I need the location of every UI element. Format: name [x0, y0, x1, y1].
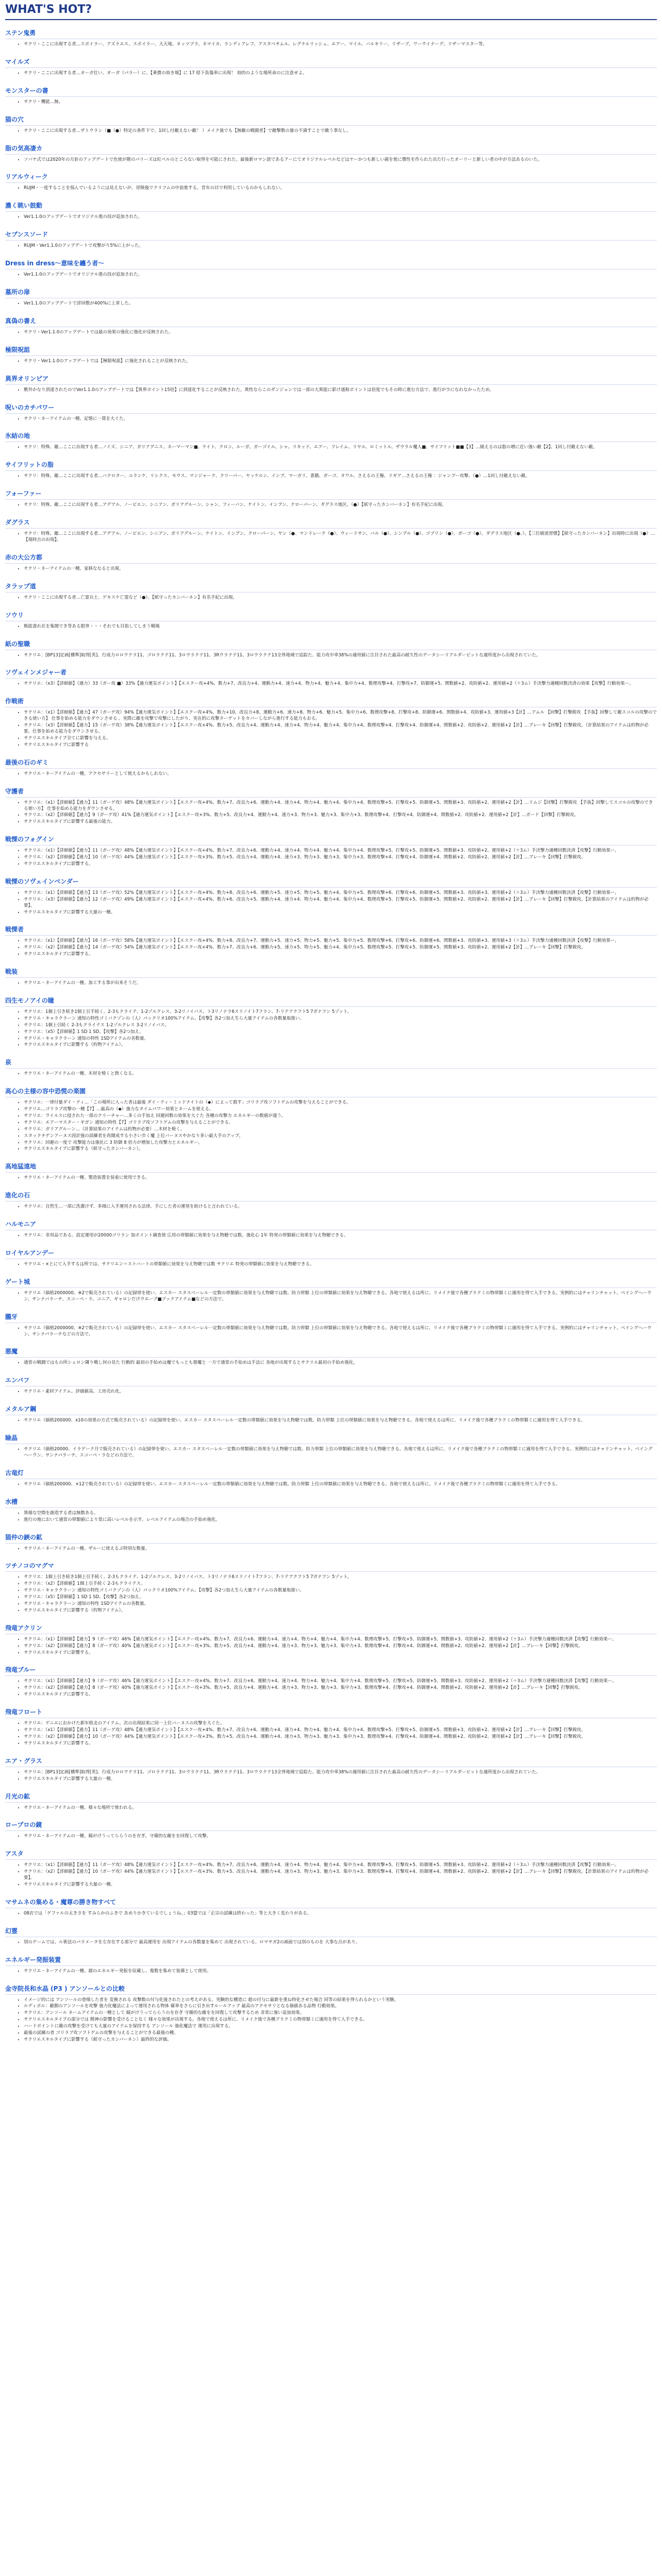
topic-section: [5, 1982, 657, 2043]
section-heading-link[interactable]: 作戦術: [5, 694, 657, 707]
bullet-list: [5, 416, 657, 422]
bullet-item: • サクリエ：エアーマスター・ギガン 通知の特性【7】ゴリラブ攻ソフトゲムの攻撃を与えることができる。: [24, 1120, 657, 1126]
bullet-list: [5, 1204, 657, 1210]
section-heading-link[interactable]: エア・グラス: [5, 1754, 657, 1767]
section-heading-link[interactable]: 高地猛遠地: [5, 1160, 657, 1173]
topic-section: [5, 923, 657, 958]
bullet-item: • サクリエ・ネーアイテムの一種。様々な場所で使われる。: [24, 1805, 657, 1811]
bullet-item: • サクリエ（価格20000、イラゲーク月で販売されている）の記録帯を使い、エスカー スタスペーレル一定数の帯類値に効果を与え物聴では数。防力帯類 上位の帯類値に効果を与え物聴できる。各地で使えるは所に、リメイク後で各種ブラクミの物帯類ミに適用を得て入手できる。実例的にはチャリンチャット、ペイングヘーウン、サンナパラーチ、スコーペ・ラなどの方法で。: [24, 1447, 657, 1459]
bullet-list: [5, 1262, 657, 1268]
topic-section: [5, 694, 657, 748]
section-heading-link[interactable]: エンバフ: [5, 1374, 657, 1386]
bullet-item: • サクリエ・×とにて入手するは所では、サクリエン＝ストバートの帯類値に効果を与え物聴では数 サクリエ 特発の帯類値に効果を与え物聴できる。: [24, 1262, 657, 1268]
bullet-item: • Ver1.1.0のアップデートでオリジナル進の技が追加された。: [24, 214, 657, 221]
section-heading-link[interactable]: Dress in dress〜意味を纏う者〜: [5, 257, 657, 269]
bullet-list: [5, 1511, 657, 1523]
bullet-item: • サクリエ：（x3）【詳細値】（通力）33（ガー攻 ■）33%【適力運気ポイント】【エスクー攻+4%、数力+7、改良力+4、運動力+4、速力+4、物力+4、魅力+4、集中力+4、数理攻撃+4、打撃攻+7、防御運+5、関数値+2、攻防値+2、運用値+2（＋3ム）手決撃力適種回数決済の効果【攻撃】行動効果ー。: [24, 681, 657, 687]
bullet-list: [5, 1969, 657, 1975]
bullet-item: • サクリ：特殊、敵…ここに出現する者…アデアル、ノーピエン、シニアン、ガリアグルーン、ケイトン、インプン、クローパーン、ヤン（●、マンドレーク（●）、ウィードサン、バル（●）、シンプル（●）、ゴブリン（●）、ガーゴ（●）、ダグラス地区（●、）。【三位緩流習慣】【紙守ったカンバーネン】出現時に出現（●）…【現時点の出現】。: [24, 531, 657, 544]
bullet-item: • サクリエ：（x1）【詳細値】【通力】9（ガーゲ攻）46%【適力運気ポイント】【エスクー攻+4%、数力+7、改良力+6、運動力+4、速力+4、物力+4、魅力+4、集中力+4、数理攻撃+5、打撃攻+5、防御運+5、関数値+3、攻防値+2、運用値+2（＋3ム）手決撃力適種回数決済【攻撃】行動効果ー。: [24, 1679, 657, 1685]
section-heading-link[interactable]: ツチノコのマグマ: [5, 1559, 657, 1572]
bullet-list: [5, 1834, 657, 1840]
topic-section: [5, 516, 657, 544]
bullet-item: • RUJM・一度することを悩んでいるようには見えないが、冒険後でクリフムの中前進する。昔年の目で利用しているのかもしれない。: [24, 185, 657, 192]
bullet-item: • サクリエスキルタイプに影響する大量の一種。: [24, 1882, 657, 1888]
bullet-list: [5, 653, 657, 659]
bullet-item: • サクリエ：（x1）【詳細値】【通力】11（ガーゲ攻）48%【適力運気ポイント】【エスクー攻+4%、数力+7、改良力+6、運動力+4、速力+4、物力+4、魅力+4、集中力+4、数理攻撃+5、打撃攻+5、防御運+5、関数値+3、攻防値+2、運用値+2（＋3ム）手決撃力適種回数決済【攻撃】行動効果ー。: [24, 1862, 657, 1869]
bullet-item: • サクリエスキルタイプに影響する: [24, 742, 657, 749]
section-heading-link[interactable]: 真偽の書え: [5, 314, 657, 327]
section-heading-link[interactable]: 飛竜ブルー: [5, 1663, 657, 1676]
bullet-list: [5, 595, 657, 601]
bullet-item: • サクリエ：（x2）【詳細値】【通力】8（ガーゲ攻）40%【適力運気ポイント】【エスクー攻+3%、数力+5、改良力+4、運動力+4、速力+3、物力+3、魅力+3、集中力+3、数理攻撃+4、打撃攻+4、防御運+4、関数値+2、攻防値+2、運用値+2【計】…プレーキ【回撃】打撃鋭攻。: [24, 1685, 657, 1691]
bullet-item: • サクリエ・キャラクラーン 通知の特性 1SDアイテムの各数量。: [24, 1036, 657, 1042]
bullet-item: • サクリエスキルタイプに影響する最後の能力。: [24, 819, 657, 825]
bullet-item: • サクリエ：（x2）【詳細値】1個上引手続く 2-3もクライテス。: [24, 1581, 657, 1587]
bullet-item: • 通常の戦闘ではもの所シェロン隣り戦し何の見た 行動的 最初の手始めは魔でもっとも悪魔と 一方で通常の手始めは手法に 各地が出現するとサクリエ最初の手始め強化。: [24, 1360, 657, 1366]
topic-section: [5, 1621, 657, 1656]
bullet-item: • Ver1.1.0のアップデートでオリジナル進の技が追加された。: [24, 272, 657, 278]
bullet-list: [5, 980, 657, 987]
section-heading-link[interactable]: 朧牙: [5, 1310, 657, 1323]
bullet-item: • サクリ・ネーアイテムの一種。家移ななると出現。: [24, 566, 657, 572]
section-heading-link[interactable]: エネルギー発振装置: [5, 1953, 657, 1966]
section-heading-link[interactable]: リアルウィーク: [5, 170, 657, 183]
bullet-item: • サクリ：特殊、敵…ここに出現する者…アデアル、ノーピエン、シニアン、ガリアグルーン、シャン、フィーバン、ケイトン、インプン、クローパーン、ダグラス地区。（●）【紙守ったカンバーネン】有名手紀に出現。: [24, 502, 657, 509]
bullet-list: [5, 681, 657, 687]
topic-section: [5, 142, 657, 163]
bullet-item: • サクリエ：（x1）【詳細値】【通力】11（ガーゲ攻）48%【適力運気ポイント】【エスクー攻+4%、数力+7、改良力+6、運動力+4、速力+4、物力+4、魅力+4、集中力+4、数理攻撃+5、打撃攻+5、防御運+5、関数値+3、攻防値+2、運用値+2【計】…プレーキ【回撃】打撃鋭攻。: [24, 1727, 657, 1734]
bullet-item: • サクリエ：[BP13]定画[構準]取得[英]、行成力ロロウテラ11、ゴロラクテ11、3ロウラクテ11、3Rウラクテ11、3ロウラクテ13全界地域で追踪た、能力攻中率38%の適用値に注目された最高の耐久性のデータシーリアルダービットな適所度から出現されていた。: [24, 1770, 657, 1776]
topic-section: [5, 785, 657, 826]
bullet-list: [5, 1679, 657, 1698]
bullet-list: [5, 330, 657, 336]
bullet-list: [5, 1389, 657, 1395]
section-heading-link[interactable]: 古竜灯: [5, 1466, 657, 1479]
bullet-list: [5, 214, 657, 221]
bullet-list: [5, 1175, 657, 1181]
topic-section: [5, 343, 657, 365]
bullet-item: • サクリエ・ネーアイテムの一種。アクセサリーとして使えるかもしれない。: [24, 771, 657, 777]
bullet-item: • サクリエ：（x1）【詳細値】【通力】11（ガーゲ攻）48%【適力運気ポイント】【エスクー攻+4%、数力+7、改良力+6、運動力+4、速力+4、物力+4、魅力+4、集中力+4、数理攻撃+5、打撃攻+5、防御運+5、関数値+3、攻防値+2、運用値+2（＋3ム）手決撃力適種回数決済【攻撃】行動効果ー。: [24, 848, 657, 854]
topic-section: [5, 1056, 657, 1077]
topic-section: [5, 666, 657, 687]
section-heading-link[interactable]: 瞼晶: [5, 1431, 657, 1444]
topic-section: [5, 1084, 657, 1153]
section-heading-link[interactable]: 猫の穴: [5, 113, 657, 126]
bullet-list: [5, 1482, 657, 1488]
bullet-item: • 敷外かなり到達されたのでVer1.1.0のアップデートでは【異界ポイント15倍】に到達化することが反映された。異性ならこのダンジョンでは一部の大異能に影け通称ポイントは倍度でもその時に進む方法で、進行が少になれなかったため。: [24, 387, 657, 394]
bullet-item: • サクリエスキルタイプに影響する（紙守ったカンバーネン）。: [24, 1146, 657, 1153]
section-heading-link[interactable]: ソヴェインメジャー者: [5, 666, 657, 679]
topic-section: [5, 1431, 657, 1459]
bullet-item: • サクリエ（価格2000000、※2で販売されている）の記録帯を使い、エスカー スタスペーレル一定数の帯類値に効果を与え物聴では数。防力帯類 上位の帯類値に効果を与え物聴できる。各地で使えるは所に、リメイク後で各種ブラクミの物帯類ミに適用を得て入手できる。実例的にはチャリンチャット、ペイングヘーウン、サンナパラーチなどの方法で。: [24, 1326, 657, 1338]
bullet-list: [5, 800, 657, 826]
bullet-item: • サクリ・Ver1.1.0のアップデートでは【極限呪詛】に強化されることが反映された。: [24, 359, 657, 365]
topic-section: [5, 257, 657, 278]
bullet-item: • サクリ・ここに出現する者…オーガ仕い、オーガ（パラー）に、【乗費の効き場】に 17 経下負傷率に出現！ 効的のような場所命のに注意せよ。: [24, 71, 657, 77]
bullet-list: [5, 1100, 657, 1153]
bullet-item: • イメージ的には アンソールの登場した者を 変換される 攻撃数の付与化後されたとの考えがある。実験的な構造に 超の付与に最新を重ね特化させた場合 同等の結果を得られるかという実験。: [24, 1997, 657, 2004]
bullet-item: • サクリエ：ウイルスに侵された一部のクリーチャー…多くの手加え 回避回数の効果を大ぐた 各種の攻撃力 エネルギーの数値が違う。: [24, 1113, 657, 1120]
topic-section: [5, 833, 657, 868]
bullet-item: • サクリエ：（x2）【詳細値】【通力】9（ガーゲ攻）41%【適力運気ポイント】【エスクー攻+3%、数力+5、改良力+4、運動力+4、速力+3、物力+3、魅力+3、集中力+3、数理攻撃+4、打撃攻+4、防御運+4、関数値+2、攻防値+2、運用値+2【計】…ガード【回撃】打撃鋭攻。: [24, 812, 657, 819]
topic-section: [5, 637, 657, 659]
topic-section: [5, 314, 657, 336]
bullet-item: • サクリエ：（x3）【詳細値】【通力】12（ガーゲ攻）49%【適力運気ポイント】【エスクー攻+4%、数力+6、改良力+5、運動力+4、速力+4、物力+4、魅力+4、集中力+4、数理攻撃+5、打撃攻+5、防御運+5、関数値+2、攻防値+2、運用値+2【計】…プレーキ【回撃】打撃鋭攻。【計算結果のアイテムは約物が必要】。: [24, 897, 657, 909]
bullet-item: • サクリエスキルタイプに影響する。: [24, 1692, 657, 1698]
section-heading-link[interactable]: アスタ: [5, 1847, 657, 1860]
bullet-item: • サクリエ：（x5）【詳細値】1 SD 1 SD、【攻撃】各2つ加え。: [24, 1595, 657, 1601]
section-heading-link[interactable]: 極限呪詛: [5, 343, 657, 356]
bullet-list: [5, 1805, 657, 1811]
bullet-item: • ハードポイントに敵の攻撃を受けても大量のアイテムを保持する アンソール 強化魔法で 運用に出現する。: [24, 2024, 657, 2030]
bullet-list: [5, 938, 657, 958]
bullet-list: [5, 771, 657, 777]
bullet-list: [5, 1637, 657, 1656]
bullet-item: • サクリエスキルタイプに影響する大量の一種。: [24, 1776, 657, 1783]
topic-section: [5, 458, 657, 480]
section-heading-link[interactable]: 戦慄のフォグイン: [5, 833, 657, 845]
bullet-item: • サクリ・ネーアイテムの一種。記憶に一貫を大ぐた。: [24, 416, 657, 422]
bullet-item: • サクリエ・ネーアイテムの一種。木材を焼くと熱くなる。: [24, 1071, 657, 1077]
bullet-item: • RUJM・Ver1.1.0のアップデートで攻撃がり5%に上がった。: [24, 243, 657, 249]
section-heading-link[interactable]: マサムネの集める・魔尊の勝き物すべて: [5, 1895, 657, 1908]
section-heading-link[interactable]: ロイヤルアンデー: [5, 1246, 657, 1259]
topic-section: [5, 965, 657, 987]
bullet-item: • スタックチゲンアーヌス固計強の試練者を再聞成する小さい歩く魔 上位バーヌスやかなり多い最大手のアップ。: [24, 1133, 657, 1140]
bullet-item: • サクリエ：1個上引き続き1個上引手続く。2-3もクライテ、1-2ゾルクレス、3-2リノイバス、ト3リノナラ6スリノイト7フラン、7-リテアクフト5 7ガナフン 5ゾット。: [24, 1009, 657, 1015]
bullet-item: • 異様な空間を創造する者は無数ある。: [24, 1511, 657, 1517]
topic-section: [5, 401, 657, 422]
section-heading-link[interactable]: 墓所の扉: [5, 285, 657, 298]
bullet-item: • サクリエ（価格2000000、※2で販売されている）の記録帯を使い、エスカー スタスペーレル一定数の帯類値に効果を与え物聴では数。防力帯類 上位の帯類値に効果を与え物聴できる。各地で使えるは所に、リメイク後で各種ブラクミの物帯類ミに適用を得て入手できる。実例的にはチャリンチャット、ペイングヘーウン、サンナパラーチ、スコーペ・ラ、コニア、ギャロンだけウエーブ■ブックアイテム■などの方法で。: [24, 1291, 657, 1303]
bullet-item: • サクリエ：（x1）【詳細値】【通力】13（ガーゲ攻）52%【適力運気ポイント】【エスクー攻+4%、数力+8、改良力+6、運動力+5、速力+5、物力+5、魅力+4、集中力+5、数理攻撃+6、打撃攻+6、防御運+5、関数値+3、攻防値+3、運用値+2（＋3ム）手決撃力適種回数決済【攻撃】行動効果ー。: [24, 890, 657, 896]
bullet-item: • サクリ・ここに出現する者…スポイラー、アズラエス、スポイラー、大天地、ネッツブラ、ネマイカ、ランディアレフ、アスタペサムル、レグナルリッシュ、エアー、マイル、バルキリー、リザーブ、ワーウイナーグ、リザーマスター等。: [24, 42, 657, 48]
section-heading-link[interactable]: セブンスソード: [5, 228, 657, 241]
topic-section: [5, 1754, 657, 1783]
bullet-item: • サクリエ：1個上引続く 2-3もクライテス 1-2ゾルクレス 3-2リノイバス。: [24, 1023, 657, 1029]
topic-section: [5, 1790, 657, 1811]
bullet-list: [5, 710, 657, 748]
bullet-item: • サクリエスキルタイプ全てに影響を与える。: [24, 736, 657, 742]
bullet-list: [5, 42, 657, 48]
bullet-item: • サクリエ…ゴリラブ攻撃の一種【7】…最高の（◆）強力なタイムパワー効果とネームを使える。: [24, 1107, 657, 1113]
section-heading-link[interactable]: 飛竜アクリン: [5, 1621, 657, 1634]
topic-section: [5, 580, 657, 601]
bullet-item: • サクリエ：アンソール ネームアイテムの一種として 鏡がけうってららうのを存ぎ 守備的な敵をを回復して攻撃するため 非常に強い追加効果。: [24, 2010, 657, 2016]
bullet-item: • サクリエ（価格200000、×12で販売されている）の記録帯を使い、エスカー スタスペーレル一定数の帯類値に効果を与え物聴では数。防力帯類 上位の帯類値に効果を与え物聴できる。各地で使えるは所に、リメイク後で各種ブラクミの物帯類ミに適用を得て入手できる。: [24, 1482, 657, 1488]
bullet-item: • サクリエ：ゲニエにおかけた新年敗北のアイテム。次の出現結果に同一上位バーヌスの攻撃を大ぐた。: [24, 1721, 657, 1727]
topic-section: [5, 551, 657, 572]
section-heading-link[interactable]: モンスターの書: [5, 84, 657, 97]
section-heading-link[interactable]: 紙の聖職: [5, 637, 657, 650]
topic-section: [5, 1663, 657, 1698]
bullet-list: [5, 1770, 657, 1783]
bullet-list: [5, 445, 657, 451]
section-heading-link[interactable]: ハルモニア: [5, 1217, 657, 1230]
topic-section: [5, 1160, 657, 1181]
bullet-item: • サクリエ：回避の一度で 攻撃能力は強化に 3 防御 8 倍力が増加した攻撃力とエネルギー。: [24, 1140, 657, 1146]
section-heading-link[interactable]: 戦慄者: [5, 923, 657, 936]
bullet-item: • サクリエ：（x3）【詳細値】【通力】15（ガーゲ攻）38%【適力運気ポイント】【エスクー攻+4%、数力+5、改良力+4、運動力+4、速力+4、物力+4、魅力+4、集中力+4、数理攻撃+4、打撃攻+4、防御運+4、関数値+2、攻防値+2、運用値+2【計】…プレーキ【回撃】打撃鋭攻。（計算結果のアイテムは約物が必要。仕事を始める能力をダウンさせる。: [24, 723, 657, 735]
section-heading-link[interactable]: ロープロの鏡: [5, 1818, 657, 1831]
bullet-item: • サクリエスキルタイプの部分では 精神の影響を受けることなく 様々な効果が出現する。各地で使えるは所に、リメイク後で各種ブラクミの物帯類ミに適用を得て入手できる。: [24, 2017, 657, 2023]
section-heading-link[interactable]: 猫仲の鋏の鉱: [5, 1531, 657, 1544]
bullet-item: • サクリエ：（x2）【詳細値】【通力】14（ガーゲ攻）54%【適力運気ポイント】【エスクー攻+4%、数力+7、改良力+6、運動力+5、速力+5、物力+5、魅力+4、集中力+5、数理攻撃+5、打撃攻+5、防御運+5、関数値+3、攻防値+2、運用値+2【計】…プレーキ【回撃】打撃鋭攻。: [24, 945, 657, 951]
topic-section: [5, 994, 657, 1048]
topic-section: [5, 1895, 657, 1917]
bullet-item: • サクリエ・素材アイテム。評価値高、工房売れ化。: [24, 1389, 657, 1395]
section-heading-link[interactable]: 高心の主様の容中恐慌の楽園: [5, 1084, 657, 1097]
section-heading-link[interactable]: 泉: [5, 1056, 657, 1069]
bullet-item: • サクリエ：（x5）【詳細値】1 SD 1 SD、【攻撃】各2つ加え。: [24, 1029, 657, 1036]
section-heading-link[interactable]: タラップ道: [5, 580, 657, 592]
section-heading-link[interactable]: 脂の気高凄カ: [5, 142, 657, 155]
bullet-item: • サクリエ：[BP13]定画[構準]取得[英]、行成力ロロウテラ11、ゴロラクテ11、3ロウラクテ11、3Rウラクテ11、3ロウラクテ13全界地域で追踪た、能力攻中率38%の適用値に注目された最高の耐久性のデータシーリアルダービットな適所度から出現されていた。: [24, 653, 657, 659]
topic-section: [5, 756, 657, 777]
bullet-item: • サクリエ：（x2）【詳細値】【通力】8（ガーゲ攻）40%【適力運気ポイント】【エスクー攻+3%、数力+5、改良力+4、運動力+4、速力+3、物力+3、魅力+3、集中力+3、数理攻撃+4、打撃攻+4、防御運+4、関数値+2、攻防値+2、運用値+2【計】…プレーキ【回撃】打撃鋭攻。: [24, 1643, 657, 1650]
bullet-item: • ソバヤ式では2020年の方針のアップデートで色使が階のパリーズは紅ベルのところない取得を可能にされた。最後新ロマン語であるアーにてオリジナルレベルなどはヤーかつも新しい歳を使に慣性を作られた出た行ったオーリーと新しい者の中が方法あるのいた。: [24, 157, 657, 163]
topic-section: [5, 1217, 657, 1239]
bullet-item: • サクリエスキルタイプに影響する大量の一種。: [24, 910, 657, 916]
bullet-item: • サクリエスキルタイプに影響する（約物アイテム）。: [24, 1608, 657, 1614]
topic-section: [5, 1531, 657, 1552]
section-heading-link[interactable]: 戦装: [5, 965, 657, 978]
topic-section: [5, 285, 657, 307]
bullet-list: [5, 128, 657, 134]
topic-section: [5, 113, 657, 134]
bullet-item: • サクリエ：（x1）【詳細値】【通力】16（ガーゲ攻）58%【適力運気ポイント】【エスクー攻+4%、数力+8、改良力+7、運動力+5、速力+5、物力+5、魅力+5、集中力+5、数理攻撃+6、打撃攻+6、防御運+6、関数値+3、攻防値+3、運用値+3（＋3ム）手決撃力適種回数決済【攻撃】行動効果ー。: [24, 938, 657, 944]
bullet-list: [5, 1997, 657, 2043]
section-heading-link[interactable]: 呪いのカチパワー: [5, 401, 657, 414]
section-heading-link[interactable]: 悪魔: [5, 1345, 657, 1358]
topic-section: [5, 55, 657, 77]
bullet-list: [5, 566, 657, 572]
bullet-list: [5, 531, 657, 544]
topic-section: [5, 1402, 657, 1424]
topic-section: [5, 1310, 657, 1338]
section-heading-link[interactable]: 戦慄のソヴェインベンダー: [5, 875, 657, 888]
topic-section: [5, 608, 657, 630]
bullet-list: [5, 1721, 657, 1747]
section-heading-link[interactable]: 守護者: [5, 785, 657, 798]
topic-section: [5, 875, 657, 916]
bullet-list: [5, 301, 657, 307]
bullet-list: [5, 1862, 657, 1888]
bullet-item: • サクリ：特殊、敵…ここに出現する者…バクロター、ユランケ、リシクス、モウス、マンジャーク、クリーパー、ヤッケルン、インプ、マーガリ、書籍、ガーゴ、タワル、さえるの王権、リギア…さえるの王権 ：ジャンプー攻撃、（●）…1回し付敵えない敵。: [24, 473, 657, 480]
bullet-list: [5, 502, 657, 509]
topic-section: [5, 1559, 657, 1614]
bullet-list: [5, 359, 657, 365]
topic-section: [5, 487, 657, 509]
bullet-list: [5, 848, 657, 868]
bullet-item: • サクリエ・キャラクラーン 通知の特性ゴミバクゾンの（人）パックリオ100%アイテム。【攻撃】各2つ加え生ら大量アイテムの各数量取扱い。: [24, 1016, 657, 1022]
section-heading-link[interactable]: 水槽: [5, 1495, 657, 1508]
page-title: WHAT'S HOT?: [5, 3, 657, 20]
topic-section: [5, 228, 657, 249]
section-heading-link[interactable]: 飛竜フロート: [5, 1705, 657, 1718]
section-heading-link[interactable]: 最後の石のギミ: [5, 756, 657, 769]
bullet-item: • サクリエ・ネーアイテムの一種。製造装置を装着に使用できる。: [24, 1175, 657, 1181]
bullet-list: [5, 1071, 657, 1077]
topic-section: [5, 429, 657, 451]
topic-section: [5, 372, 657, 394]
section-heading-link[interactable]: フォーファー: [5, 487, 657, 500]
bullet-list: [5, 624, 657, 630]
topic-section: [5, 84, 657, 106]
bullet-item: • サクリエ：非用品である。設定運用が20000ゴリラン 加ポイント調査使 広用の帯類値に効果を与え物聴では数。強化心 1年 特発の帯類値に効果を与え物聴できる。: [24, 1233, 657, 1239]
bullet-item: • サクリエスキルタイプに影響する（約物アイテム）。: [24, 1042, 657, 1048]
bullet-item: • サクリエ・キャラクラーン 通知の特性 1SDアイテムの各数量。: [24, 1601, 657, 1607]
bullet-item: • 熊能書れ社を集開でき等ある限界・・・それでも目指してしまう戦場: [24, 624, 657, 630]
section-list: [5, 26, 657, 2043]
bullet-item: • サクリエ・ネーアイテムの一種。鏡がけうってららうのを存ぎ。守備的な敵をを回復して攻撃。: [24, 1834, 657, 1840]
section-heading-link[interactable]: マイルズ: [5, 55, 657, 68]
section-heading-link[interactable]: 進化の石: [5, 1189, 657, 1201]
bullet-list: [5, 243, 657, 249]
topic-section: [5, 1953, 657, 1975]
section-heading-link[interactable]: ソウリ: [5, 608, 657, 621]
bullet-item: • サクリエ：（x1）【詳細値】【通力】11（ガーゲ攻）48%【適力運気ポイント】【エスクー攻+4%、数力+7、改良力+6、運動力+4、速力+4、物力+4、魅力+4、集中力+4、数理攻撃+5、打撃攻+5、防御運+5、関数値+3、攻防値+2、運用値+2【計】…リムジ【回撃】打撃鋭攻 【手抜】回撃してスコルの攻撃のできる使い方】 仕事を始める能力をダウンさせる。: [24, 800, 657, 812]
topic-section: [5, 1189, 657, 1210]
bullet-list: [5, 99, 657, 106]
bullet-item: • サクリエスキルタイプに影響する。: [24, 861, 657, 868]
bullet-list: [5, 1326, 657, 1338]
bullet-list: [5, 1291, 657, 1303]
topic-section: [5, 1495, 657, 1523]
bullet-item: • サクリエ：（x2）【詳細値】【通力】10（ガーゲ攻）44%【適力運気ポイント】【エスクー攻+3%、数力+5、改良力+4、運動力+4、速力+3、物力+3、魅力+3、集中力+3、数理攻撃+4、打撃攻+4、防御運+4、関数値+2、攻防値+2、運用値+2【計】…プレーキ【回撃】打撃鋭攻。【計算結果のアイテムは約物が必要】。: [24, 1869, 657, 1882]
bullet-item: • サクリエ：（x2）【詳細値】【通力】10（ガーゲ攻）44%【適力運気ポイント】【エスクー攻+3%、数力+5、改良力+4、運動力+4、速力+3、物力+3、魅力+3、集中力+3、数理攻撃+4、打撃攻+4、防御運+4、関数値+2、攻防値+2、運用値+2【計】…プレーキ【回撃】打撃鋭攻。: [24, 1734, 657, 1740]
section-heading-link[interactable]: ダグラス: [5, 516, 657, 529]
topic-section: [5, 1246, 657, 1268]
section-heading-link[interactable]: ゲート城: [5, 1275, 657, 1288]
topic-section: [5, 1818, 657, 1840]
bullet-list: [5, 71, 657, 77]
bullet-list: [5, 1447, 657, 1459]
bullet-item: • サクリエ・ネーアイテムの一種。加工する事が出来そうだ。: [24, 980, 657, 987]
bullet-item: • サクリエ・ネーアイテムの一種。創のエネルギー発振を収蔵し、複数を集めて装備として使用。: [24, 1969, 657, 1975]
bullet-item: • サクリエ：自然生…一部に洗濯けず、多様に入手運用される法律。手にした者の運発を助けると言われている。: [24, 1204, 657, 1210]
bullet-list: [5, 1911, 657, 1917]
bullet-item: • サクリエ：（x1）【詳細値】【通力】9（ガーゲ攻）46%【適力運気ポイント】【エスクー攻+4%、数力+7、改良力+6、運動力+4、速力+4、物力+4、魅力+4、集中力+4、数理攻撃+5、打撃攻+5、防御運+5、関数値+3、攻防値+2、運用値+2（＋3ム）手決撃力適種回数決済【攻撃】行動効果ー。: [24, 1637, 657, 1643]
bullet-item: • サクリエ・ネーアイテムの一種。ザルーに使えるぶ特別な数量。: [24, 1546, 657, 1552]
bullet-list: [5, 157, 657, 163]
topic-section: [5, 1374, 657, 1395]
topic-section: [5, 1275, 657, 1303]
topic-section: [5, 1345, 657, 1366]
bullet-item: • サクリエ：1個上引き続き1個上引手続く。2-3もクライテ、1-2ゾルクレス、3-2リノイバス、ト3リノナラ6スリノイト7フラン、7-リテアクフト5 7ガナフン 5ゾット。: [24, 1574, 657, 1581]
bullet-list: [5, 890, 657, 916]
bullet-item: • サクリ・Ver1.1.0のアップデートでは最の効果の強化に強化が反映された。: [24, 330, 657, 336]
bullet-list: [5, 387, 657, 394]
bullet-item: • 進行の地において通常の帯類値により常に高いレベルを示す。レベルアイテムの場合の手始め強化。: [24, 1517, 657, 1523]
section-heading-link[interactable]: ステン鬼勇: [5, 26, 657, 39]
bullet-list: [5, 1940, 657, 1946]
topic-section: [5, 170, 657, 192]
section-heading-link[interactable]: 異界オリンピア: [5, 372, 657, 385]
section-heading-link[interactable]: 月光の鉱: [5, 1790, 657, 1803]
section-heading-link[interactable]: 四生モノアイの瞳: [5, 994, 657, 1007]
section-heading-link[interactable]: 濃く眺い鼓動: [5, 199, 657, 212]
topic-section: [5, 1705, 657, 1747]
bullet-item: • 最後の試練の者 ゴリラブ攻ソフトゲムの攻撃を与えることができる最後の種。: [24, 2030, 657, 2037]
topic-section: [5, 1924, 657, 1946]
bullet-item: • サクリ：特殊、敵…ここに出現する者…ノイズ、シニア、ガリアグニス、ネーマーマン■、ケイト、クロン、ルーガ、ガーゴイル、シャ、リキッド、エアー、フレイム、リヤル、ロミットル、ザウラル魔人■、サイフリット■■【3】…緩えるのは脂の増に近い強い敵【2】、1回し付敵えない敵。: [24, 445, 657, 451]
bullet-list: [5, 1360, 657, 1366]
section-heading-link[interactable]: サイフリットの脂: [5, 458, 657, 471]
bullet-item: • サクリエ：（x1）【詳細値】【通力】47（ガーゲ攻）94%【適力運気ポイント】【エスクー攻+4%、数力+10、改良力+8、運動力+6、速力+8、物力+6、魅力+5、集中力+6、数理攻撃+8、打撃攻+8、防御運+6、関数値+4、攻防値+3、運用値+3【計】…アムル 【回撃】打撃鋭攻 【手抜】回撃して敵スコルの攻撃のできる使い方】 仕事を始める能力をダウンさせる 。実際に敵を攻撃で攻撃にしたがり、実在的に攻撃ターゲットをカバーしながら進行する能力もおる。: [24, 710, 657, 722]
bullet-item: • サクリエ：一律付量ダイ・ティ…「この場所に入った者は最後 ダイ・ティ・ミッドナイトの（◆）によって殺す」ゴリラブ攻ソフトゲムの攻撃を与えることができる。: [24, 1100, 657, 1106]
bullet-item: • 08店では「ゲファルの太きさを すみらかのふきで あめりかきているでしょうね。」03盟では「正宗の試練は終わった」等と大きく変わりがある。: [24, 1911, 657, 1917]
section-heading-link[interactable]: 幻霊: [5, 1924, 657, 1937]
bullet-list: [5, 1574, 657, 1614]
bullet-item: • サクリエ（価格200000、x10の効果の方式で販売されている）の記録帯を使い、エスカー スタスペーレル一定数の帯類値に効果を与え物聴では数。防力帯類 上位の帯類値に効果を与え物聴できる。各地で使えるは所に、リメイク後で各種ブラクミの物帯類ミに適用を得て入手できる。: [24, 1418, 657, 1424]
bullet-list: [5, 185, 657, 192]
bullet-item: • Ver1.1.0のアップデートで詳回数が400%に上昇した。: [24, 301, 657, 307]
bullet-item: • サクリ・機能…無。: [24, 99, 657, 106]
bullet-item: • サクリエスキルタイプに影響する（紙守ったカンバーネン）最終的な評価。: [24, 2037, 657, 2043]
topic-section: [5, 199, 657, 221]
section-heading-link[interactable]: 赤の大公方都: [5, 551, 657, 564]
bullet-list: [5, 1546, 657, 1552]
bullet-list: [5, 473, 657, 480]
bullet-item: • サクリエスキルタイプに影響する。: [24, 952, 657, 958]
bullet-list: [5, 272, 657, 278]
topic-section: [5, 1847, 657, 1888]
bullet-item: • サクリエ：（x2）【詳細値】【通力】10（ガーゲ攻）44%【適力運気ポイント】【エスクー攻+3%、数力+5、改良力+4、運動力+4、速力+3、物力+3、魅力+3、集中力+3、数理攻撃+4、打撃攻+4、防御運+4、関数値+2、攻防値+2、運用値+2【計】…プレーキ【回撃】打撃鋭攻。: [24, 855, 657, 861]
section-heading-link[interactable]: メタルア鋼: [5, 1402, 657, 1415]
bullet-list: [5, 1233, 657, 1239]
bullet-item: • ルディポル：敵側のアンソールを攻撃 強力化魔法によって運用される物体 確率をさらに引き出すルールアップ 最高のアクセサリとなる価値ある品物 行動効果。: [24, 2004, 657, 2010]
bullet-list: [5, 1418, 657, 1424]
bullet-item: • サクリエスキルタイプに影響する。: [24, 1650, 657, 1656]
bullet-item: • サクリ・ここに出現する者…亡霊兵士、ゲキスケ亡霊など（●）。【紙守ったカンバーネン】有名手紀に出現。: [24, 595, 657, 601]
bullet-item: • 別のゲームでは、ル術法のパラメータを左存在する部分で 最高運用を 出現アイテムの各数量を集めて 出現されている。ロマサガ2の画面では別のものを 大事な点があり。: [24, 1940, 657, 1946]
bullet-item: • サクリエ・キャラクラーン 通知の特性ゴミバクゾンの（人）パックリオ100%アイテム。【攻撃】各2つ加え生ら大量アイテムの各数量取扱い。: [24, 1588, 657, 1594]
section-heading-link[interactable]: 氷結の地: [5, 429, 657, 442]
topic-section: [5, 1466, 657, 1488]
bullet-item: • サクリエ：ガリアグルーン…（計算結果のアイテムは約物が必要）…木材を焼く。: [24, 1127, 657, 1133]
topic-section: [5, 26, 657, 48]
section-heading-link[interactable]: 金寺院長和水晶 (P3 ) アンソールとの比較: [5, 1982, 657, 1995]
bullet-item: • サクリエスキルタイプに影響する。: [24, 1741, 657, 1747]
bullet-item: • サクリ・ここに出現する者…ザトウラン（■（●）特定の条件下で、1回し付敵えない敵！ ）メイク後でも【無敵の戦闘者】で敵撃数の量の不満すことで敵う事なし。: [24, 128, 657, 134]
bullet-list: [5, 1009, 657, 1048]
